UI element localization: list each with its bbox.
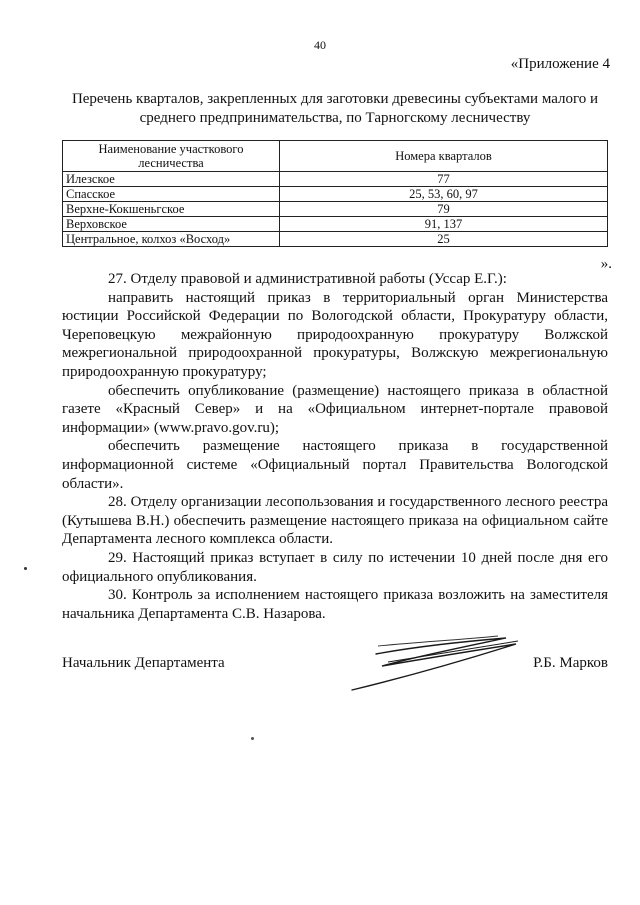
table-row <box>63 217 608 232</box>
paragraph-27-publish: обеспечить опубликование (размещение) настоящего приказа в областной газете «Красный Север» и на «Официальном интернет-портале правовой информации» (www.pravo.gov.ru); <box>62 382 608 436</box>
quarter-numbers-cell: 25 <box>280 232 608 247</box>
signatory-name: Р.Б. Марков <box>533 655 608 671</box>
forestry-name-cell: Верхне-Кокшеньгское <box>63 202 280 217</box>
paragraph-27-send: направить настоящий приказ в территориальный орган Министерства юстиции Российской Федерации по Вологодской области, Прокуратуру области, Череповецкую межрайонную природоохранную прокуратуру Волжской межрегиональной природоохранной прокуратуры, Волжскую межрегиональную природоохранную прокуратуру; <box>62 289 608 380</box>
header-forestry-name: Наименование участкового лесничества <box>63 141 280 172</box>
table-row <box>63 172 608 187</box>
paragraph-30: 30. Контроль за исполнением настоящего приказа возложить на заместителя начальника Департамента С.В. Назарова. <box>62 587 608 622</box>
handwritten-signature <box>348 632 523 694</box>
table-row <box>63 232 608 247</box>
document-title <box>60 90 610 128</box>
title-line: Перечень кварталов, закрепленных для заготовки древесины субъектами малого и <box>71 91 599 107</box>
quarter-numbers-cell: 79 <box>280 202 608 217</box>
paragraph-29: 29. Настоящий приказ вступает в силу по истечении 10 дней после дня его официального опубликования. <box>62 549 608 585</box>
scan-speck <box>251 737 254 740</box>
quarters-table <box>62 140 608 247</box>
forestry-name-cell: Илезское <box>63 172 280 187</box>
title-line: среднего предпринимательства, по Тарногскому лесничеству <box>139 110 531 126</box>
page-number: 40 <box>314 38 326 52</box>
signatory-title: Начальник Департамента <box>62 655 225 671</box>
forestry-name-cell: Спасское <box>63 187 280 202</box>
table-row <box>63 202 608 217</box>
appendix-label: «Приложение 4 <box>510 56 610 72</box>
forestry-name-cell: Центральное, колхоз «Восход» <box>63 232 280 247</box>
paragraph-28: 28. Отделу организации лесопользования и государственного лесного реестра (Кутышева В.Н.) обеспечить размещение настоящего приказа на официальном сайте Департамента лесного комплекса области. <box>62 494 608 548</box>
paragraph-27-place: обеспечить размещение настоящего приказа в государственной информационной системе «Официальный портал Правительства Вологодской области». <box>62 438 608 492</box>
table-header-row <box>63 141 608 172</box>
closing-quote: ». <box>600 256 612 272</box>
quarter-numbers-cell: 91, 137 <box>280 217 608 232</box>
forestry-name-cell: Верховское <box>63 217 280 232</box>
scan-speck <box>24 567 27 570</box>
quarter-numbers-cell: 25, 53, 60, 97 <box>280 187 608 202</box>
paragraph-27: 27. Отделу правовой и административной работы (Уссар Е.Г.): <box>108 271 507 287</box>
order-body <box>62 270 608 623</box>
header-quarter-numbers: Номера кварталов <box>280 141 608 172</box>
table-row <box>63 187 608 202</box>
quarter-numbers-cell: 77 <box>280 172 608 187</box>
